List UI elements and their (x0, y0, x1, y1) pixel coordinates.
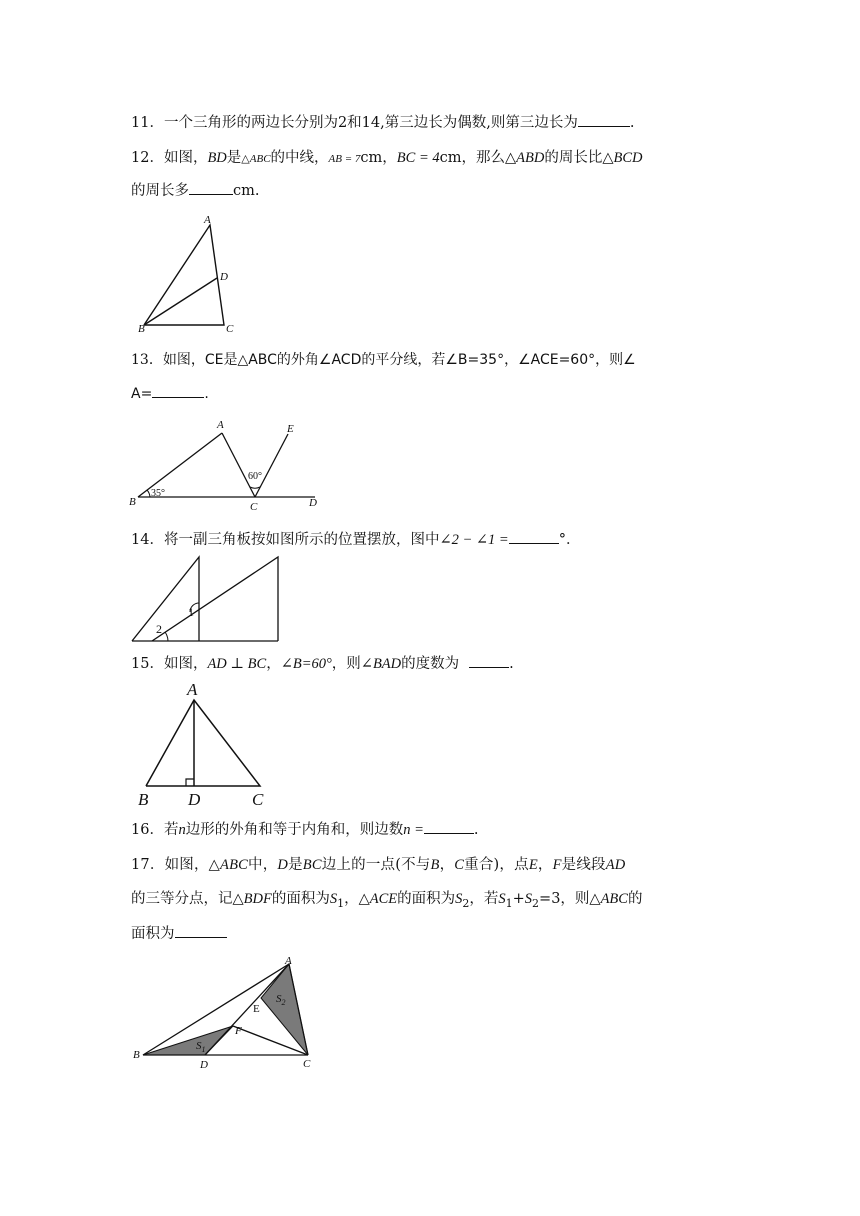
answer-blank[interactable] (152, 383, 204, 398)
math-bc-length: BC = 4 (396, 150, 440, 166)
question-number: 14． (131, 532, 164, 548)
answer-blank[interactable] (175, 923, 227, 938)
question-17: 17．如图，△ABC中，D是BC边上的一点(不与B，C重合)，点E，F是线段AD (131, 857, 626, 873)
math-n-equals: n = (403, 822, 424, 838)
label-s2: $S_2$ (276, 993, 286, 1007)
label-a: A (187, 680, 198, 699)
label-c: C (252, 790, 264, 809)
label-b: B (129, 496, 136, 508)
figure-q14-triangle-rulers (128, 553, 283, 645)
math-angle-bad: ∠BAD (360, 656, 402, 672)
question-number: 17． (131, 857, 165, 873)
angle-2-label: 2 (156, 622, 162, 636)
angle-1-label: 1 (188, 605, 194, 619)
label-s1: $S_1$ (196, 1040, 206, 1054)
answer-blank[interactable] (509, 529, 559, 544)
label-c: C (303, 1058, 311, 1070)
answer-blank[interactable] (189, 180, 233, 195)
math-angle-b: ∠B=60° (280, 656, 332, 672)
label-b: B (133, 1049, 140, 1061)
label-f: F (235, 1025, 242, 1037)
label-d: D (188, 790, 201, 809)
answer-blank[interactable] (469, 653, 509, 668)
math-bd: BD (207, 150, 227, 166)
label-b: B (138, 790, 149, 809)
question-number: 13． (131, 352, 163, 368)
math-perpendicular: AD ⊥ BC (207, 656, 267, 672)
label-a: A (204, 214, 211, 226)
question-text: 将一副三角板按如图所示的位置摆放，图中 (163, 532, 440, 548)
answer-blank[interactable] (424, 819, 474, 834)
question-14: 14．将一副三角板按如图所示的位置摆放，图中∠2 − ∠1 = °． (131, 529, 580, 550)
angle-c-label: 60° (248, 471, 262, 482)
angle-b-label: 35° (151, 488, 165, 499)
answer-blank[interactable] (578, 112, 630, 127)
question-13-line2: A= . (131, 383, 209, 404)
question-16: 16．若n边形的外角和等于内角和，则边数n = . (131, 819, 478, 840)
math-angle-expression: ∠2 − ∠1 = (439, 532, 509, 548)
label-c: C (250, 501, 258, 513)
question-12: 12．如图，BD是△ABC的中线，AB = 7cm，BC = 4cm，那么△ABD的周长比△BCD (131, 150, 643, 166)
figure-q15-altitude-triangle (132, 680, 272, 808)
question-11: 11．一个三角形的两边长分别为2和14,第三边长为偶数,则第三边长为 . (131, 112, 634, 133)
label-d: D (220, 271, 228, 283)
question-number: 15． (131, 656, 164, 672)
question-15: 15．如图，AD ⊥ BC，∠B=60°，则∠BAD的度数为 . (131, 653, 514, 674)
figure-q12-triangle (135, 212, 245, 337)
math-triangle-abc: △ABC (241, 153, 271, 165)
math-triangle-abd: △ABD (505, 150, 545, 166)
label-e: E (253, 1003, 260, 1015)
label-c: C (226, 323, 234, 335)
math-triangle-bcd: △BCD (602, 150, 643, 166)
label-e: E (287, 423, 294, 435)
question-number: 16． (131, 822, 164, 838)
question-text: 如图，CE是△ABC的外角∠ACD的平分线，若∠B=35°，∠ACE=60°，则∠ (162, 352, 636, 368)
question-text: 一个三角形的两边长分别为2和14,第三边长为偶数,则第三边长为 (163, 115, 578, 131)
math-n: n (178, 822, 186, 838)
figure-q13-exterior-angle (128, 418, 328, 512)
label-a: A (285, 955, 292, 967)
question-number: 12． (131, 150, 164, 166)
math-ab-length: AB = 7 (328, 153, 361, 165)
label-b: B (138, 323, 145, 335)
question-number: 11． (131, 115, 164, 131)
question-13 (131, 350, 636, 370)
figure-q17-shaded-triangles (128, 955, 328, 1073)
label-d: D (309, 497, 317, 509)
label-d: D (200, 1059, 208, 1071)
label-a: A (217, 419, 224, 431)
question-17-line2: 的三等分点，记△BDF的面积为$S_1$，△ACE的面积为$S_2$，若$S_1+S_2=3$，则△ABC的 (131, 891, 643, 910)
question-12-line2: 的周长多 cm. (131, 180, 259, 201)
question-17-line3: 面积为 (131, 923, 227, 944)
